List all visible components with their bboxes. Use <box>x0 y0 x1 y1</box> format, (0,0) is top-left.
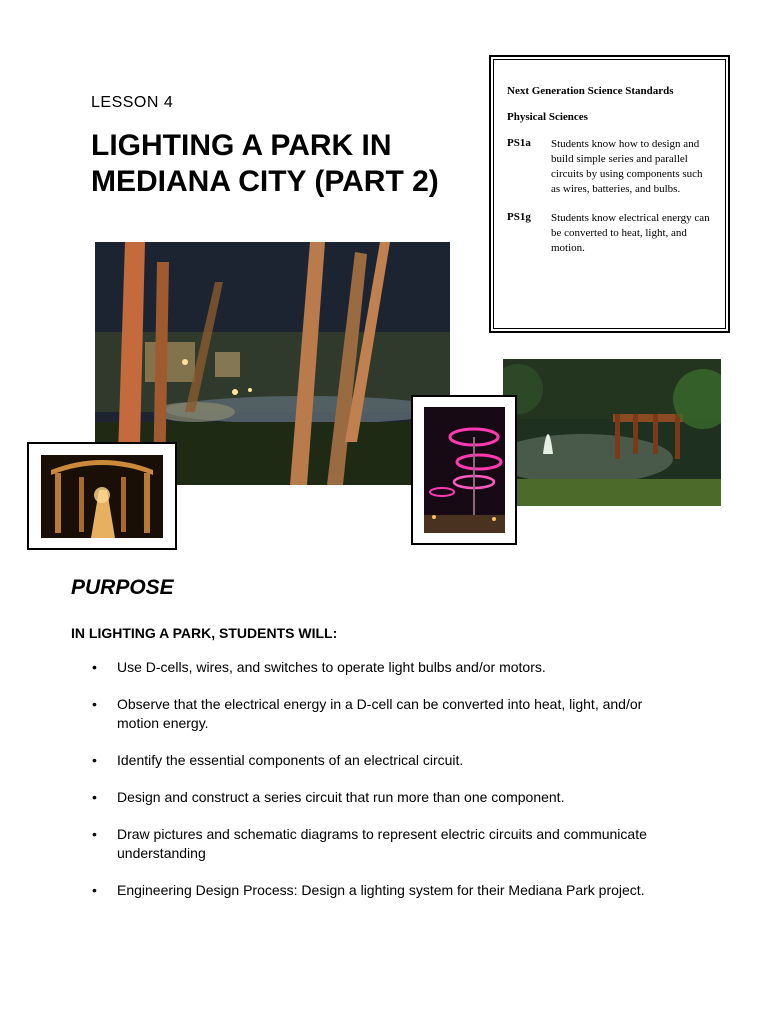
purpose-subheading: IN LIGHTING A PARK, STUDENTS WILL: <box>71 625 338 641</box>
bullet-text: Design and construct a series circuit that run more than one component. <box>117 789 565 805</box>
bullet-text: Use D-cells, wires, and switches to operate light bulbs and/or motors. <box>117 659 546 675</box>
bullet-text: Draw pictures and schematic diagrams to represent electric circuits and communicate understanding <box>117 826 647 861</box>
pond-bridge-fountain-photo <box>503 359 721 506</box>
purpose-bullet-list <box>92 658 652 900</box>
standard-text: Students know how to design and build simple series and parallel circuits by using components such as wires, batteries, and bulbs. <box>551 138 703 195</box>
standard-text: Students know electrical energy can be converted to heat, light, and motion. <box>551 212 710 254</box>
standard-code: PS1a <box>507 137 531 149</box>
bullet-text: Engineering Design Process: Design a lighting system for their Mediana Park project. <box>117 882 645 898</box>
bullet-text: Identify the essential components of an electrical circuit. <box>117 752 464 768</box>
lit-arbor-walkway-illustration <box>41 455 163 538</box>
pond-bridge-fountain-illustration <box>503 359 721 506</box>
lesson-label: LESSON 4 <box>91 94 174 111</box>
standard-item <box>507 211 713 256</box>
standard-item <box>507 137 713 197</box>
title-line-1: LIGHTING A PARK IN <box>91 129 392 162</box>
list-item <box>92 695 652 733</box>
neon-ring-sculpture-photo <box>424 407 505 533</box>
list-item <box>92 788 652 807</box>
list-item <box>92 825 652 863</box>
bullet-glyph: • <box>92 696 97 712</box>
purpose-heading: PURPOSE <box>71 576 174 599</box>
bullet-glyph: • <box>92 826 97 842</box>
neon-ring-sculpture-illustration <box>424 407 505 533</box>
standards-subheading: Physical Sciences <box>507 111 588 123</box>
standards-heading: Next Generation Science Standards <box>507 85 674 97</box>
title-line-2: MEDIANA CITY (PART 2) <box>91 165 439 198</box>
standards-box <box>489 55 730 333</box>
list-item <box>92 658 652 677</box>
list-item <box>92 881 652 900</box>
bullet-glyph: • <box>92 659 97 675</box>
bullet-text: Observe that the electrical energy in a D-cell can be converted into heat, light, and/or motion energy. <box>117 696 643 731</box>
list-item <box>92 751 652 770</box>
page-title <box>91 128 491 200</box>
lit-arbor-walkway-photo <box>41 455 163 538</box>
bullet-glyph: • <box>92 789 97 805</box>
standard-code: PS1g <box>507 211 531 223</box>
bullet-glyph: • <box>92 882 97 898</box>
bullet-glyph: • <box>92 752 97 768</box>
